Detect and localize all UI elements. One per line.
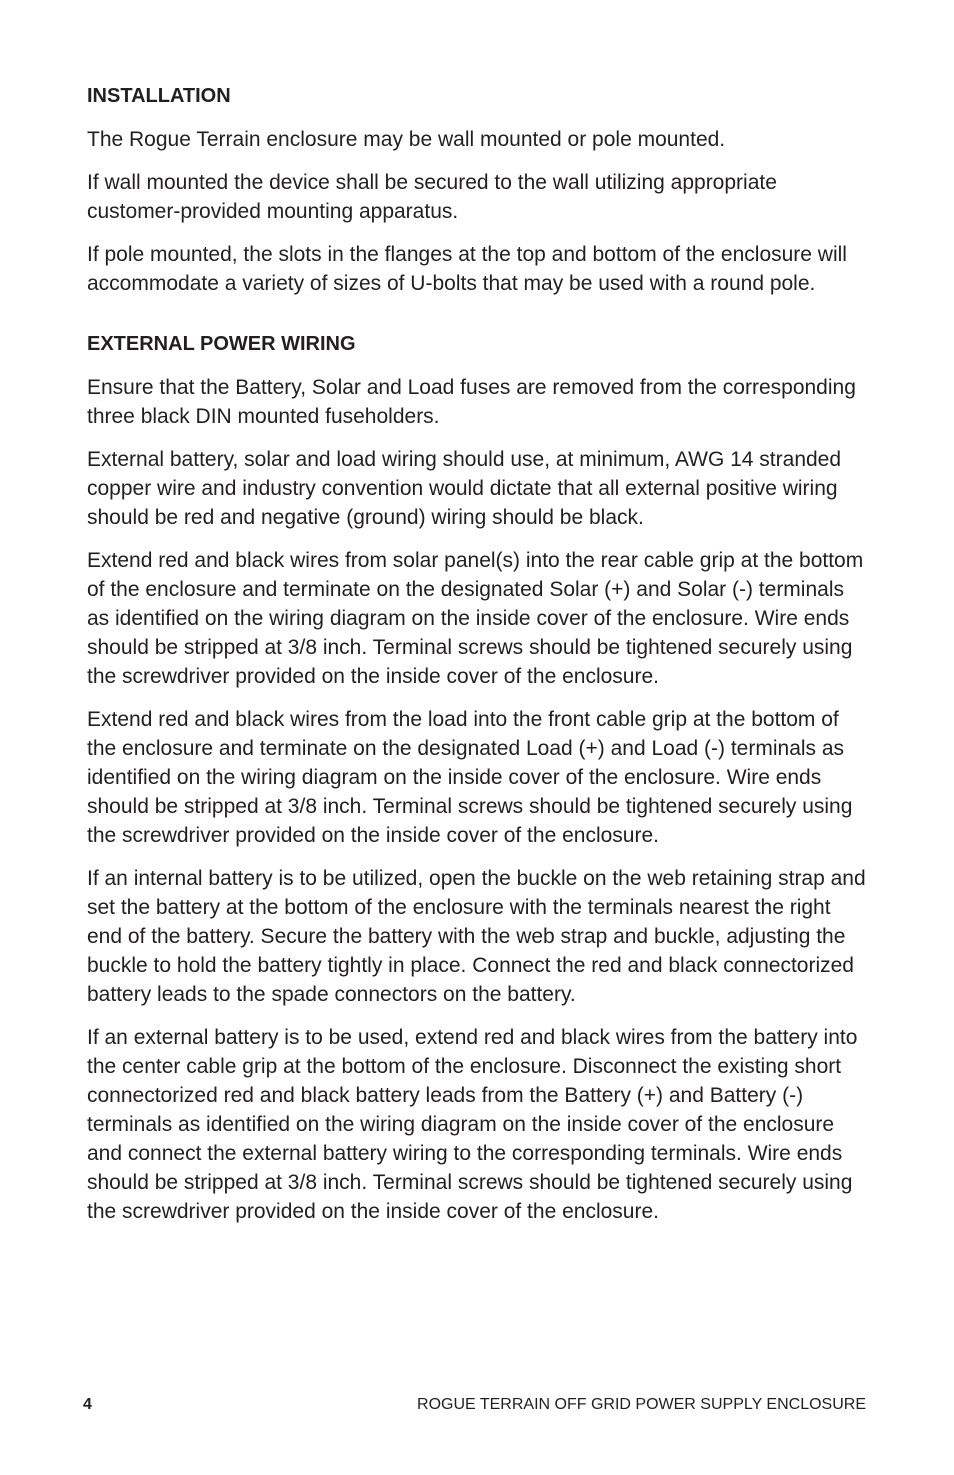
paragraph: Ensure that the Battery, Solar and Load fuses are removed from the corresponding three black DIN mounted fuseholders. [87, 376, 856, 428]
paragraph: If pole mounted, the slots in the flanges at the top and bottom of the enclosure will accommodate a variety of sizes of U-bolts that may be used with a round pole. [87, 243, 847, 295]
document-title: ROGUE TERRAIN OFF GRID POWER SUPPLY ENCLOSURE [417, 1396, 866, 1413]
page-number: 4 [83, 1396, 92, 1413]
page-footer [83, 1394, 866, 1416]
section-external-power-wiring [87, 330, 871, 1226]
paragraph: If an external battery is to be used, extend red and black wires from the battery into the center cable grip at the bottom of the enclosure. Disconnect the existing short connectorized red and black battery leads from the Battery (+) and Battery (-) terminals as identified on the wiring diagram on the inside cover of the enclosure and connect the external battery wiring to the corresponding terminals. Wire ends should be stripped at 3/8 inch. Terminal screws should be tightened securely using the screwdriver provided on the inside cover of the enclosure. [87, 1026, 858, 1223]
paragraph: Extend red and black wires from solar panel(s) into the rear cable grip at the bottom of the enclosure and terminate on the designated Solar (+) and Solar (-) terminals as identified on the wiring diagram on the inside cover of the enclosure. Wire ends should be stripped at 3/8 inch. Terminal screws should be tightened securely using the screwdriver provided on the inside cover of the enclosure. [87, 549, 864, 688]
section-heading: EXTERNAL POWER WIRING [87, 333, 356, 355]
paragraph: Extend red and black wires from the load into the front cable grip at the bottom of the enclosure and terminate on the designated Load (+) and Load (-) terminals as identified on the wiring diagram on the inside cover of the enclosure. Wire ends should be stripped at 3/8 inch. Terminal screws should be tightened securely using the screwdriver provided on the inside cover of the enclosure. [87, 708, 853, 847]
paragraph: External battery, solar and load wiring should use, at minimum, AWG 14 stranded copper wire and industry convention would dictate that all external positive wiring should be red and negative (ground) wiring should be black. [87, 448, 842, 529]
section-installation [87, 82, 871, 298]
paragraph: If an internal battery is to be utilized, open the buckle on the web retaining strap and set the battery at the bottom of the enclosure with the terminals nearest the right end of the battery. Secure the battery with the web strap and buckle, adjusting the buckle to hold the battery tightly in place. Connect the red and black connectorized battery leads to the spade connectors on the battery. [87, 867, 866, 1006]
page-body [87, 82, 871, 1240]
paragraph: The Rogue Terrain enclosure may be wall mounted or pole mounted. [87, 128, 726, 151]
section-heading: INSTALLATION [87, 85, 231, 107]
paragraph: If wall mounted the device shall be secured to the wall utilizing appropriate customer-provided mounting apparatus. [87, 171, 777, 223]
